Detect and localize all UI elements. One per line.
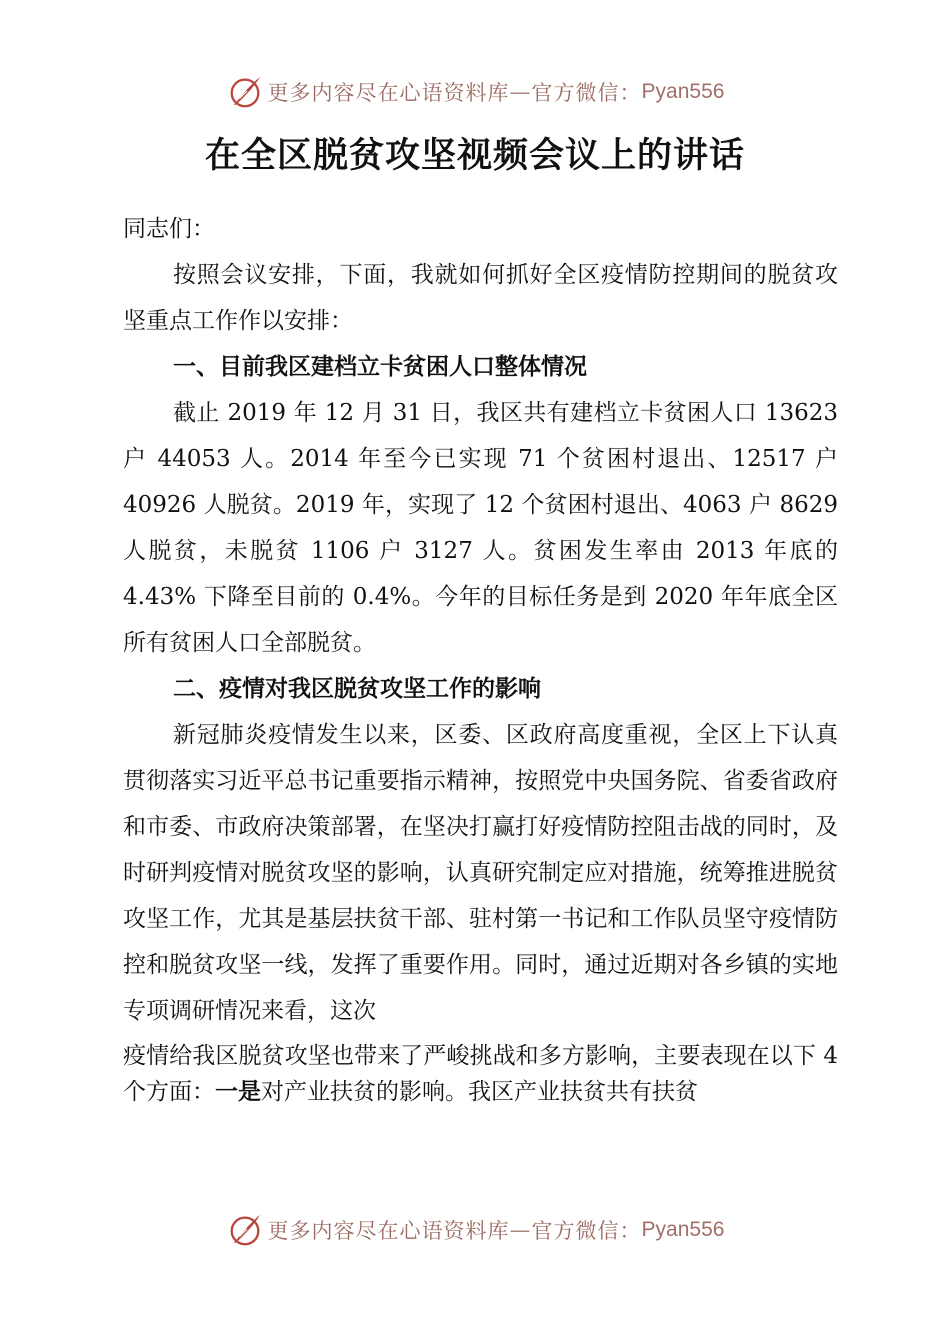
watermark-text: 更多内容尽在心语资料库 (267, 1219, 510, 1243)
watermark-separator: — (509, 80, 532, 104)
intro-paragraph: 按照会议安排，下面，我就如何抓好全区疫情防控期间的脱贫攻坚重点工作作以安排： (123, 262, 838, 334)
section-1-heading: 一、目前我区建档立卡贫困人口整体情况 (173, 354, 587, 380)
continuation-tail: 对产业扶贫的影响。我区产业扶贫共有扶贫 (261, 1079, 698, 1105)
watermark-footer (0, 1208, 950, 1252)
document-title: 在全区脱贫攻坚视频会议上的讲话 (204, 135, 745, 176)
watermark-wechat-id: Pyan556 (641, 1218, 725, 1241)
section-2-paragraph: 新冠肺炎疫情发生以来，区委、区政府高度重视，全区上下认真贯彻落实习近平总书记重要指示精神，按照党中央国务院、省委省政府和市委、市政府决策部署，在坚决打赢打好疫情防控阻击战的同时，及时研判疫情对脱贫攻坚的影响，认真研究制定应对措施，统筹推进脱贫攻坚工作，尤其是基层扶贫干部、驻村第一书记和工作队员坚守疫情防控和脱贫攻坚一线，发挥了重要作用。同时，通过近期对各乡镇的实地专项调研情况来看，这次 (123, 722, 838, 1024)
section-1-paragraph: 截止 2019 年 12 月 31 日，我区共有建档立卡贫困人口 13623 户 44053 人。2014 年至今已实现 71 个贫困村退出、12517 户 40926 人脱贫。2019 年，实现了 12 个贫困村退出、4063 户 8629 人脱贫，未脱贫 1106 户 3127 人。贫困发生率由 2013 年底的 4.43% 下降至目前的 0.4%。今年的目标任务是到 2020 年年底全区所有贫困人口全部脱贫。 (123, 400, 838, 656)
watermark-contact: 官方微信： (531, 1219, 642, 1243)
watermark-wechat-id: Pyan556 (641, 80, 725, 103)
watermark-text: 更多内容尽在心语资料库 (267, 81, 510, 105)
quill-logo-icon (226, 73, 264, 111)
continuation-text: 疫情给我区脱贫攻坚也带来了严峻挑战和多方影响，主要表现在以下 4 个方面： (123, 1043, 838, 1105)
section-2-heading: 二、疫情对我区脱贫攻坚工作的影响 (173, 676, 541, 702)
watermark-contact: 官方微信： (531, 81, 642, 105)
document-body (123, 206, 838, 1110)
watermark-separator: — (509, 1218, 532, 1242)
quill-logo-icon (226, 1211, 264, 1249)
bold-lead: 一是 (215, 1079, 261, 1105)
salutation: 同志们： (123, 216, 215, 242)
section-2-continuation (123, 1038, 838, 1110)
watermark-header (0, 70, 950, 114)
